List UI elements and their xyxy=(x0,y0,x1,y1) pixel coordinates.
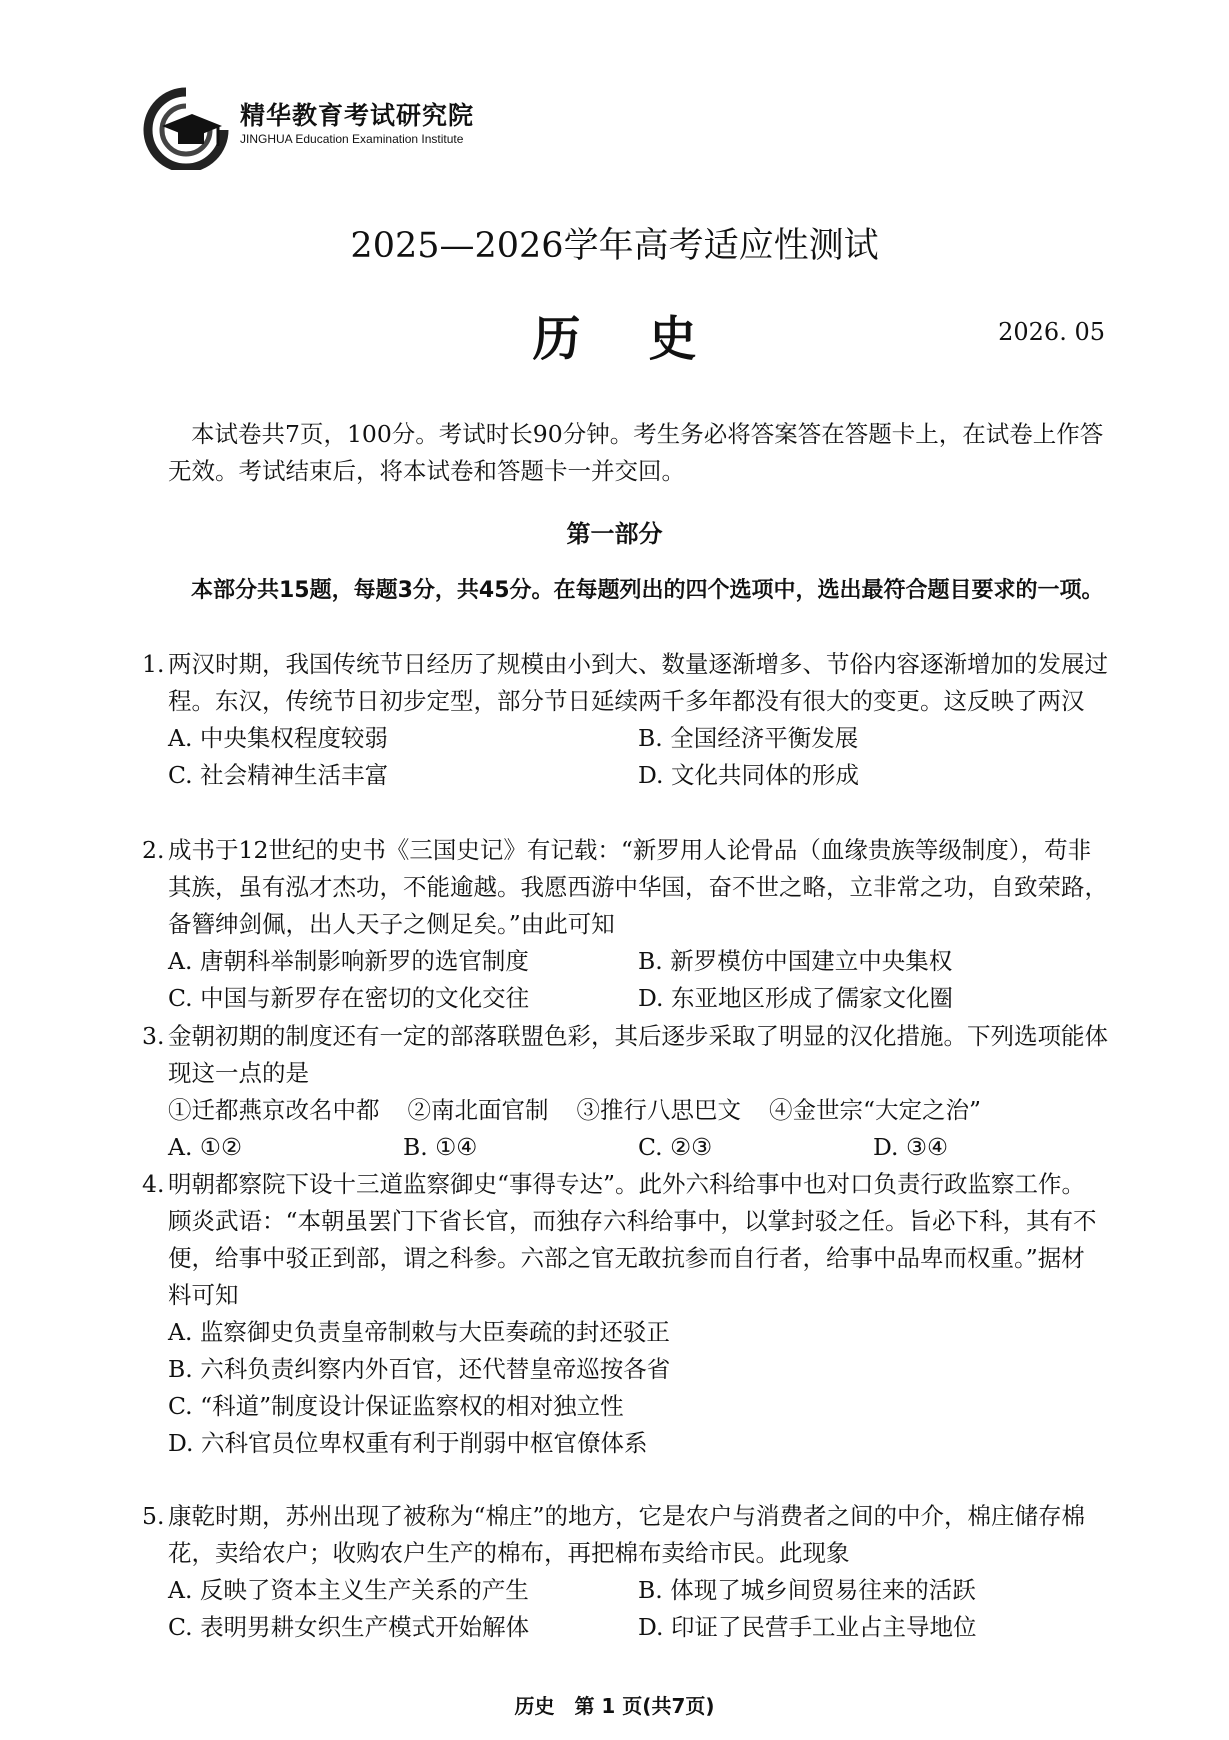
option-list xyxy=(168,1129,1108,1166)
option-c: C. 社会精神生活丰富 xyxy=(168,761,389,789)
exam-date: 2026. 05 xyxy=(998,318,1105,346)
option-b: B. 六科负责纠察内外百官，还代替皇帝巡按各省 xyxy=(168,1355,671,1383)
subject-title: 历史 xyxy=(532,311,765,367)
option-list xyxy=(168,943,1108,1017)
option-d: D. 印证了民营手工业占主导地位 xyxy=(638,1613,977,1641)
institute-name-en: JINGHUA Education Examination Institute xyxy=(240,132,464,146)
question-stem: 金朝初期的制度还有一定的部落联盟色彩，其后逐步采取了明显的汉化措施。下列选项能体现这一点的是 xyxy=(168,1022,1108,1087)
option-d: D. 六科官员位卑权重有利于削弱中枢官僚体系 xyxy=(168,1429,648,1457)
option-list xyxy=(168,1314,1108,1462)
question-stem: 明朝都察院下设十三道监察御史“事得专达”。此外六科给事中也对口负责行政监察工作。顾炎武语：“本朝虽罢门下省长官，而独存六科给事中，以掌封驳之任。旨必下科，其有不便，给事中驳正到部，谓之科参。六部之官无敢抗参而自行者，给事中品卑而权重。”据材料可知 xyxy=(168,1170,1097,1309)
question-5 xyxy=(142,1498,1108,1646)
question-3 xyxy=(142,1018,1108,1166)
option-b: B. 全国经济平衡发展 xyxy=(638,724,859,752)
option-a: A. 反映了资本主义生产关系的产生 xyxy=(168,1576,529,1604)
question-number: 4. xyxy=(142,1170,165,1198)
option-c: C. ②③ xyxy=(638,1133,713,1161)
option-c: C. “科道”制度设计保证监察权的相对独立性 xyxy=(168,1392,624,1420)
question-2 xyxy=(142,832,1108,1017)
option-b: B. 新罗模仿中国建立中央集权 xyxy=(638,947,953,975)
statement-list xyxy=(168,1092,1108,1129)
page-footer: 历史 第 1 页(共7页) xyxy=(514,1694,715,1718)
option-c: C. 表明男耕女织生产模式开始解体 xyxy=(168,1613,530,1641)
option-d: D. ③④ xyxy=(873,1133,949,1161)
option-a: A. 唐朝科举制影响新罗的选官制度 xyxy=(168,947,529,975)
option-d: D. 文化共同体的形成 xyxy=(638,761,859,789)
statement-3: ③推行八思巴文 xyxy=(576,1096,741,1124)
question-stem: 两汉时期，我国传统节日经历了规模由小到大、数量逐渐增多、节俗内容逐渐增加的发展过程。东汉，传统节日初步定型，部分节日延续两千多年都没有很大的变更。这反映了两汉 xyxy=(168,650,1108,715)
question-number: 3. xyxy=(142,1022,165,1050)
statement-4: ④金世宗“大定之治” xyxy=(769,1096,982,1124)
question-number: 5. xyxy=(142,1502,165,1530)
mortarboard-logo-icon xyxy=(140,86,232,170)
exam-title: 2025—2026学年高考适应性测试 xyxy=(350,226,879,266)
option-c: C. 中国与新罗存在密切的文化交往 xyxy=(168,984,530,1012)
option-a: A. ①② xyxy=(168,1133,243,1161)
statement-1: ①迁都燕京改名中都 xyxy=(168,1096,380,1124)
option-a: A. 监察御史负责皇帝制敕与大臣奏疏的封还驳正 xyxy=(168,1318,670,1346)
question-4 xyxy=(142,1166,1108,1462)
institute-logo xyxy=(140,86,500,170)
question-stem: 成书于12世纪的史书《三国史记》有记载：“新罗用人论骨品（血缘贵族等级制度），苟非其族，虽有泓才杰功，不能逾越。我愿西游中华国，奋不世之略，立非常之功，自致荣路，备簪绅剑佩，出人天子之侧足矣。”由此可知 xyxy=(168,836,1108,938)
option-list xyxy=(168,720,1108,794)
option-d: D. 东亚地区形成了儒家文化圈 xyxy=(638,984,953,1012)
statement-2: ②南北面官制 xyxy=(407,1096,549,1124)
question-1 xyxy=(142,646,1108,794)
question-number: 2. xyxy=(142,836,165,864)
institute-name: 精华教育考试研究院 xyxy=(240,101,475,130)
option-a: A. 中央集权程度较弱 xyxy=(168,724,388,752)
option-b: B. 体现了城乡间贸易往来的活跃 xyxy=(638,1576,976,1604)
part-instruction: 本部分共15题，每题3分，共45分。在每题列出的四个选项中，选出最符合题目要求的一项。 xyxy=(191,578,1104,603)
option-b: B. ①④ xyxy=(403,1133,478,1161)
question-stem: 康乾时期，苏州出现了被称为“棉庄”的地方，它是农户与消费者之间的中介，棉庄储存棉花，卖给农户；收购农户生产的棉布，再把棉布卖给市民。此现象 xyxy=(168,1502,1086,1567)
exam-intro: 本试卷共7页，100分。考试时长90分钟。考生务必将答案答在答题卡上，在试卷上作答无效。考试结束后，将本试卷和答题卡一并交回。 xyxy=(168,420,1104,485)
option-list xyxy=(168,1572,1108,1646)
part-title: 第一部分 xyxy=(566,520,663,548)
question-number: 1. xyxy=(142,650,165,678)
